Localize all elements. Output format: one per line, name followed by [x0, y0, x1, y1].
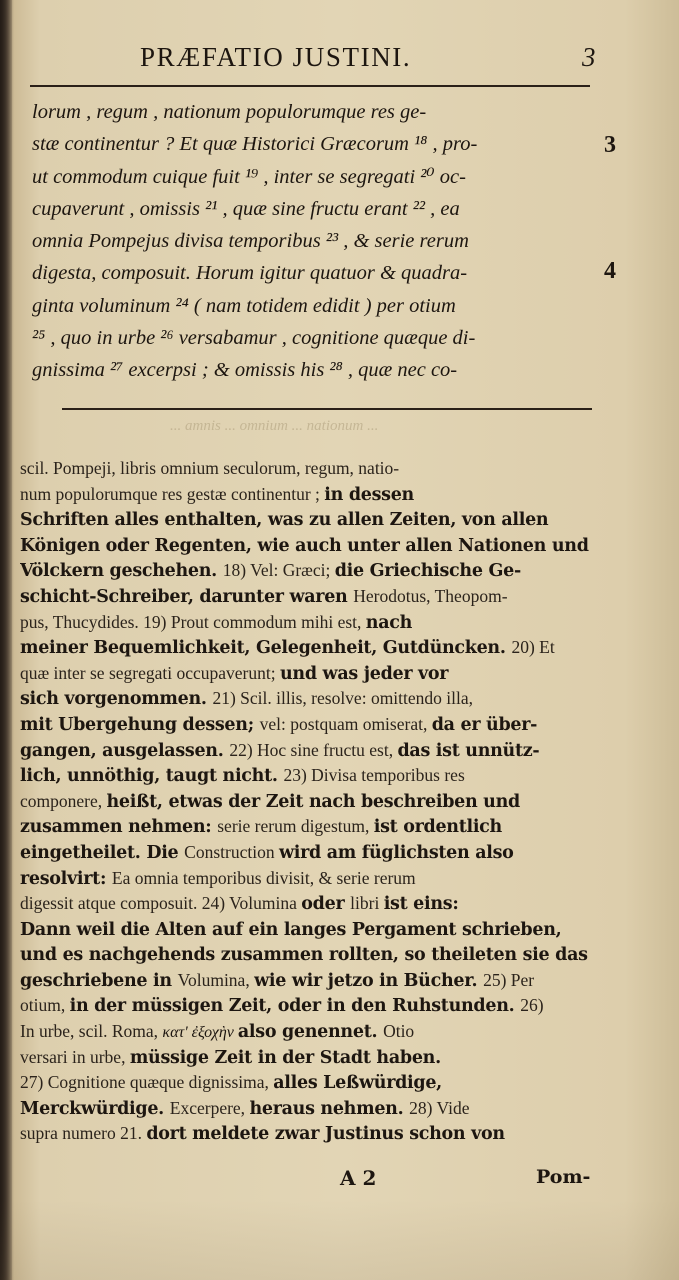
antiqua-text: 28) Vide	[409, 1097, 470, 1118]
fraktur-text: nach	[365, 612, 413, 633]
antiqua-text: vel: postquam omiserat,	[259, 713, 432, 734]
antiqua-text: Construction	[184, 841, 279, 862]
signature-mark: A 2	[340, 1166, 377, 1190]
antiqua-text: In urbe, scil. Roma,	[20, 1021, 163, 1042]
fraktur-text: wie wir jetzo in Bücher.	[254, 970, 484, 991]
fraktur-text: oder	[301, 894, 351, 915]
fraktur-text: Königen oder Regenten, wie auch unter allen Nationen und	[20, 535, 589, 556]
main-text-line: ²⁵ , quo in urbe ²⁶ versabamur , cognitione quæque di-	[32, 327, 476, 350]
catchword: Pom-	[536, 1166, 591, 1188]
main-text-block	[32, 96, 597, 387]
footnote-line	[20, 993, 598, 1019]
fraktur-text: da er über-	[431, 714, 538, 735]
antiqua-text: supra numero 21.	[20, 1123, 147, 1144]
main-text-line: digesta, composuit. Horum igitur quatuor & quadra-	[32, 262, 468, 285]
footnote-line	[20, 968, 598, 994]
footnote-line	[20, 507, 598, 533]
antiqua-text: 25) Per	[483, 969, 535, 990]
footnote-line	[20, 1019, 598, 1045]
main-text-line: cupaverunt , omissis ²¹ , quæ sine fructu erant ²² , ea	[32, 197, 460, 220]
antiqua-text: 20) Et	[511, 637, 555, 658]
fraktur-text: Schriften alles enthalten, was zu allen Zeiten, von allen	[20, 510, 549, 531]
footnote-line	[20, 942, 598, 968]
fraktur-text: heraus nehmen.	[249, 1098, 410, 1119]
footnote-line	[20, 533, 598, 559]
footnote-line	[20, 814, 598, 840]
fraktur-text: resolvirt:	[20, 868, 112, 889]
footnote-line	[20, 917, 598, 943]
antiqua-text: otium,	[20, 995, 70, 1016]
antiqua-text: 18) Vel: Græci;	[222, 560, 335, 581]
footnote-line	[20, 661, 598, 687]
fraktur-text: wird am füglichsten also	[278, 842, 514, 863]
antiqua-text: 26)	[520, 995, 544, 1016]
footnote-line	[20, 482, 598, 508]
main-text-line: stæ continentur ? Et quæ Historici Græcorum ¹⁸ , pro-	[32, 133, 478, 156]
antiqua-text: Excerpere,	[169, 1097, 250, 1118]
fraktur-text: Völckern geschehen.	[20, 561, 223, 582]
fraktur-text: dort meldete zwar Justinus schon von	[146, 1124, 505, 1145]
antiqua-text: quæ inter se segregati occupaverunt;	[20, 662, 280, 683]
fraktur-text: schicht-Schreiber, darunter waren	[20, 586, 354, 607]
fraktur-text: und es nachgehends zusammen rollten, so theileten sie das	[20, 945, 588, 966]
antiqua-text: Volumina,	[177, 969, 255, 990]
antiqua-text: digessit atque composuit. 24) Volumina	[20, 893, 302, 914]
fraktur-text: heißt, etwas der Zeit nach beschreiben und	[106, 791, 520, 812]
footnote-line	[20, 891, 598, 917]
fraktur-text: in der müssigen Zeit, oder in den Ruhstunden.	[69, 996, 521, 1017]
fraktur-text: sich vorgenommen.	[20, 689, 213, 710]
paper-stain	[0, 1200, 679, 1280]
running-title: PRÆFATIO JUSTINI.	[140, 42, 412, 72]
antiqua-text: serie rerum digestum,	[217, 816, 374, 837]
footnote-line	[20, 866, 598, 892]
fraktur-text: geschriebene in	[20, 970, 178, 991]
fraktur-text: alles Leßwürdige,	[273, 1073, 442, 1094]
notes-rule	[62, 408, 592, 410]
footnote-line	[20, 1096, 598, 1122]
footnote-line	[20, 712, 598, 738]
fraktur-text: zusammen nehmen:	[20, 817, 218, 838]
footnote-line	[20, 1045, 598, 1071]
antiqua-text: Otio	[383, 1021, 415, 1042]
fraktur-text: und was jeder vor	[279, 663, 449, 684]
margin-mark: 3	[604, 132, 616, 158]
antiqua-text: scil. Pompeji, libris omnium seculorum, regum, natio-	[20, 458, 400, 478]
fraktur-text: müssige Zeit in der Stadt haben.	[129, 1047, 441, 1068]
antiqua-text: Ea omnia temporibus divisit, & serie rerum	[111, 867, 416, 888]
antiqua-text: num populorumque res gestæ continentur ;	[20, 483, 325, 504]
footnote-line	[20, 840, 598, 866]
fraktur-text: also genennet.	[237, 1022, 384, 1043]
footnote-line	[20, 789, 598, 815]
main-text-line: lorum , regum , nationum populorumque res ge-	[32, 101, 427, 123]
footnote-line	[20, 738, 598, 764]
footnote-line	[20, 1070, 598, 1096]
header-rule	[30, 85, 590, 87]
fraktur-text: lich, unnöthig, taugt nicht.	[20, 766, 284, 787]
fraktur-text: die Griechische Ge-	[334, 561, 521, 582]
antiqua-text: versari in urbe,	[20, 1046, 130, 1067]
fraktur-text: in dessen	[324, 484, 414, 505]
fraktur-text: Merckwürdige.	[20, 1098, 170, 1119]
footnote-line	[20, 558, 598, 584]
footnote-line	[20, 635, 598, 661]
footnote-line	[20, 1121, 598, 1147]
fraktur-text: mit Ubergehung dessen;	[20, 714, 260, 735]
footnote-line	[20, 610, 598, 636]
fraktur-text: ist eins:	[383, 894, 459, 915]
main-text-line: omnia Pompejus divisa temporibus ²³ , & serie rerum	[32, 230, 469, 253]
fraktur-text: eingetheilet. Die	[20, 842, 185, 863]
fraktur-text: gangen, ausgelassen.	[20, 740, 230, 761]
footnotes-block	[20, 456, 598, 1147]
antiqua-text: pus, Thucydides. 19) Prout commodum mihi est,	[20, 611, 366, 632]
antiqua-text: Herodotus, Theopom-	[353, 585, 508, 606]
greek-text: κατ' ἐξοχὴν	[162, 1024, 238, 1042]
fraktur-text: Dann weil die Alten auf ein langes Pergament schrieben,	[20, 919, 562, 940]
fraktur-text: meiner Bequemlichkeit, Gelegenheit, Gutdüncken.	[20, 638, 512, 659]
bleed-through-text: ... amnis ... omnium ... nationum ...	[170, 418, 379, 434]
footnote-line	[20, 763, 598, 789]
antiqua-text: libri	[350, 893, 384, 914]
antiqua-text: 23) Divisa temporibus res	[283, 765, 465, 786]
margin-mark: 4	[604, 258, 616, 284]
footnote-line	[20, 456, 598, 482]
antiqua-text: 22) Hoc sine fructu est,	[229, 739, 398, 760]
fraktur-text: das ist unnütz-	[397, 740, 540, 761]
footnote-line	[20, 584, 598, 610]
main-text-line: ginta voluminum ²⁴ ( nam totidem edidit ) per otium	[32, 294, 456, 317]
page-number: 3	[582, 42, 596, 72]
main-text-line: ut commodum cuique fuit ¹⁹ , inter se segregati ²⁰ oc-	[32, 165, 466, 188]
antiqua-text: componere,	[20, 790, 107, 811]
antiqua-text: 21) Scil. illis, resolve: omittendo illa,	[212, 688, 474, 709]
antiqua-text: 27) Cognitione quæque dignissima,	[20, 1072, 274, 1093]
fraktur-text: ist ordentlich	[373, 817, 502, 838]
binding-gutter	[0, 0, 12, 1280]
footnote-line	[20, 686, 598, 712]
main-text-line: gnissima ²⁷ excerpsi ; & omissis his ²⁸ , quæ nec co-	[32, 359, 458, 382]
